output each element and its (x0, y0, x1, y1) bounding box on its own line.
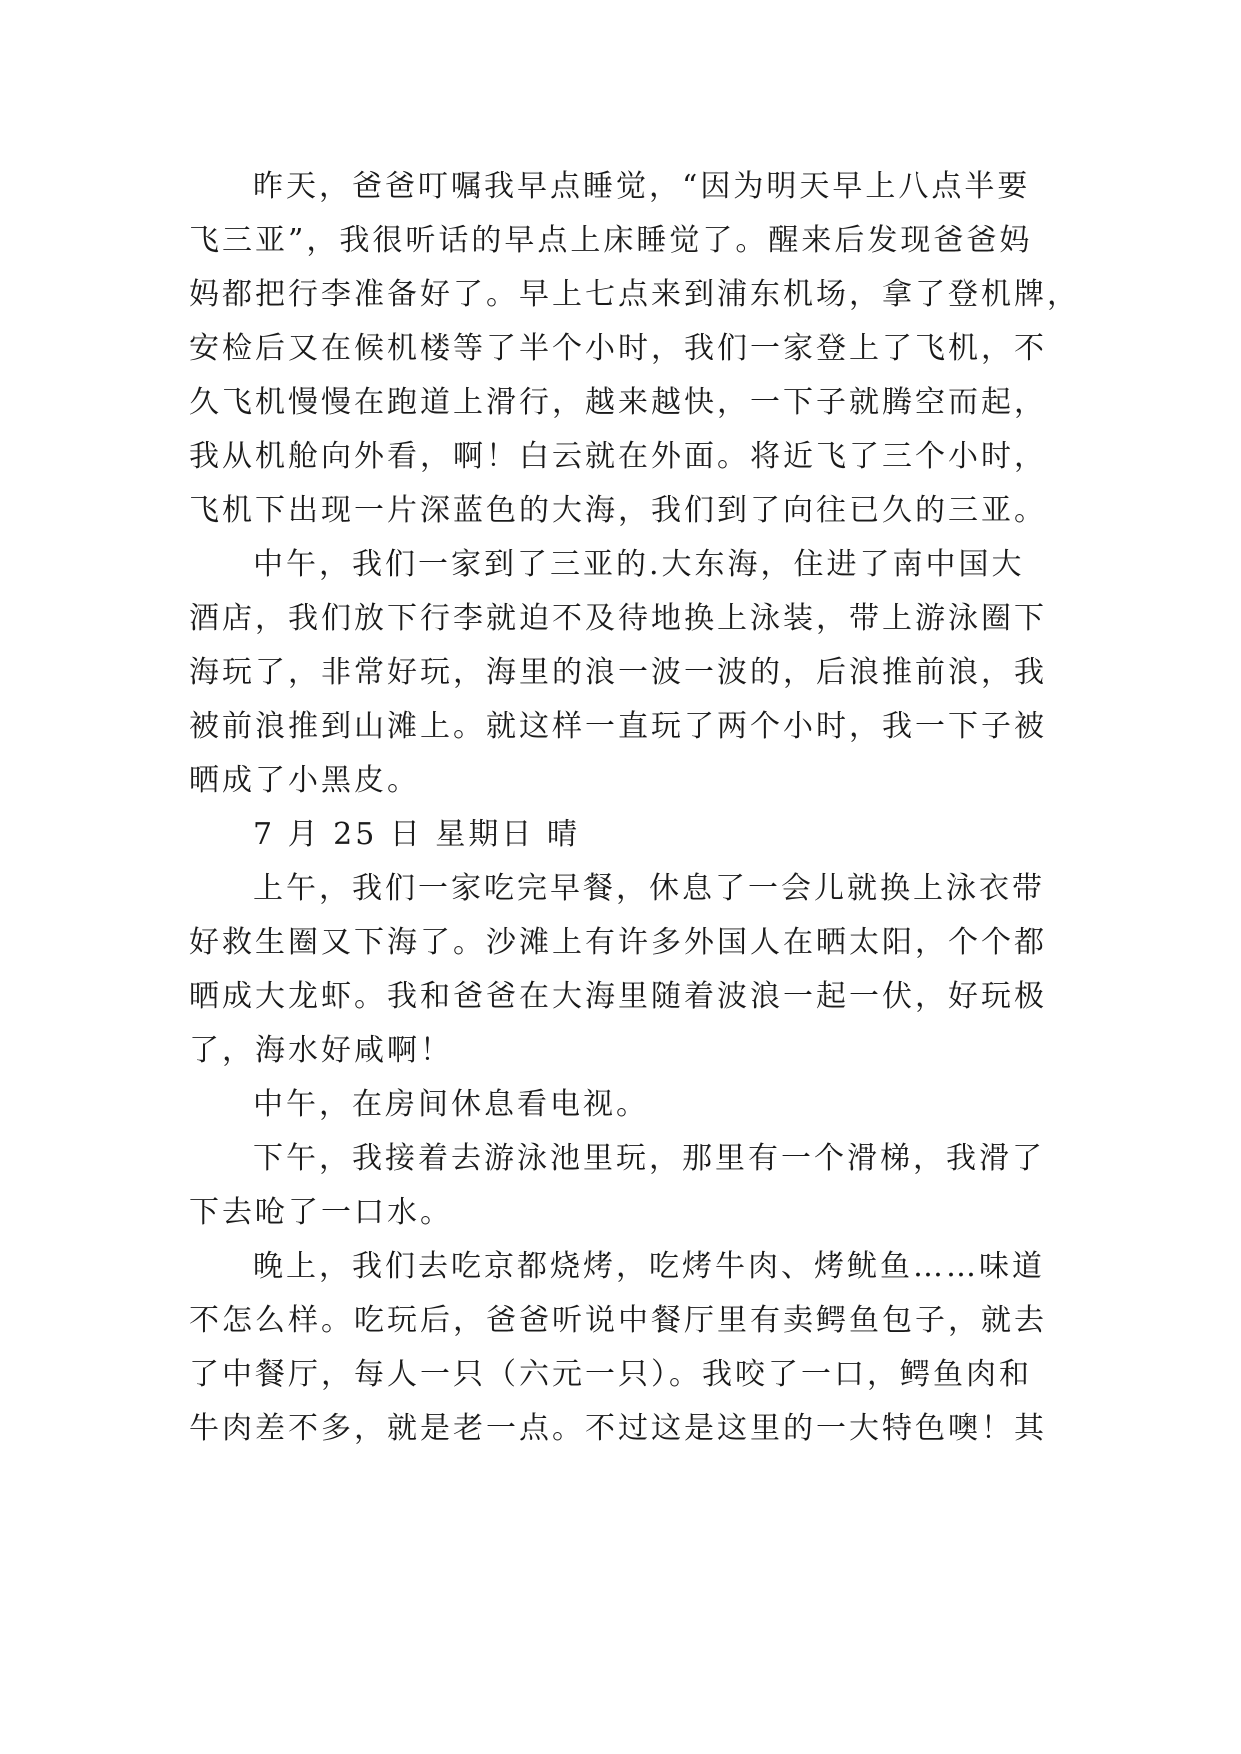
text-line: 了，海水好咸啊！ (189, 1033, 453, 1068)
text-line: 了中餐厅，每人一只（六元一只）。我咬了一口，鳄鱼肉和 (189, 1357, 1032, 1392)
text-line: 晚上，我们去吃京都烧烤，吃烤牛肉、烤鱿鱼……味道 (253, 1249, 1045, 1284)
text-line: 被前浪推到山滩上。就这样一直玩了两个小时，我一下子被 (189, 709, 1047, 744)
text-line: 我从机舱向外看，啊！白云就在外面。将近飞了三个小时， (189, 439, 1047, 474)
text-line: 不怎么样。吃玩后，爸爸听说中餐厅里有卖鳄鱼包子，就去 (189, 1303, 1047, 1338)
document-body (189, 160, 1080, 1456)
text-line: 上午，我们一家吃完早餐，休息了一会儿就换上泳衣带 (253, 871, 1045, 906)
text-line: 晒成了小黑皮。 (189, 763, 420, 798)
text-line: 下午，我接着去游泳池里玩，那里有一个滑梯，我滑了 (253, 1141, 1045, 1176)
text-line: 妈都把行李准备好了。早上七点来到浦东机场，拿了登机牌， (189, 277, 1080, 312)
text-line: 晒成大龙虾。我和爸爸在大海里随着波浪一起一伏，好玩极 (189, 979, 1047, 1014)
text-line: 中午，在房间休息看电视。 (253, 1087, 649, 1122)
text-line: 酒店，我们放下行李就迫不及待地换上泳装，带上游泳圈下 (189, 601, 1047, 636)
text-line: 久飞机慢慢在跑道上滑行，越来越快，一下子就腾空而起， (189, 385, 1047, 420)
text-line: 飞三亚”，我很听话的早点上床睡觉了。醒来后发现爸爸妈 (189, 223, 1033, 258)
text-line: 好救生圈又下海了。沙滩上有许多外国人在晒太阳，个个都 (189, 925, 1047, 960)
text-line: 下去呛了一口水。 (189, 1195, 453, 1230)
text-line: 中午，我们一家到了三亚的.大东海，住进了南中国大 (253, 547, 1025, 582)
text-line: 飞机下出现一片深蓝色的大海，我们到了向往已久的三亚。 (189, 493, 1047, 528)
text-line: 牛肉差不多，就是老一点。不过这是这里的一大特色噢！其 (189, 1411, 1047, 1446)
text-line: 昨天，爸爸叮嘱我早点睡觉，“因为明天早上八点半要 (253, 169, 1031, 204)
text-line: 7 月 25 日 星期日 晴 (253, 817, 580, 852)
text-line: 海玩了，非常好玩，海里的浪一波一波的，后浪推前浪，我 (189, 655, 1047, 690)
text-line: 安检后又在候机楼等了半个小时，我们一家登上了飞机，不 (189, 331, 1047, 366)
